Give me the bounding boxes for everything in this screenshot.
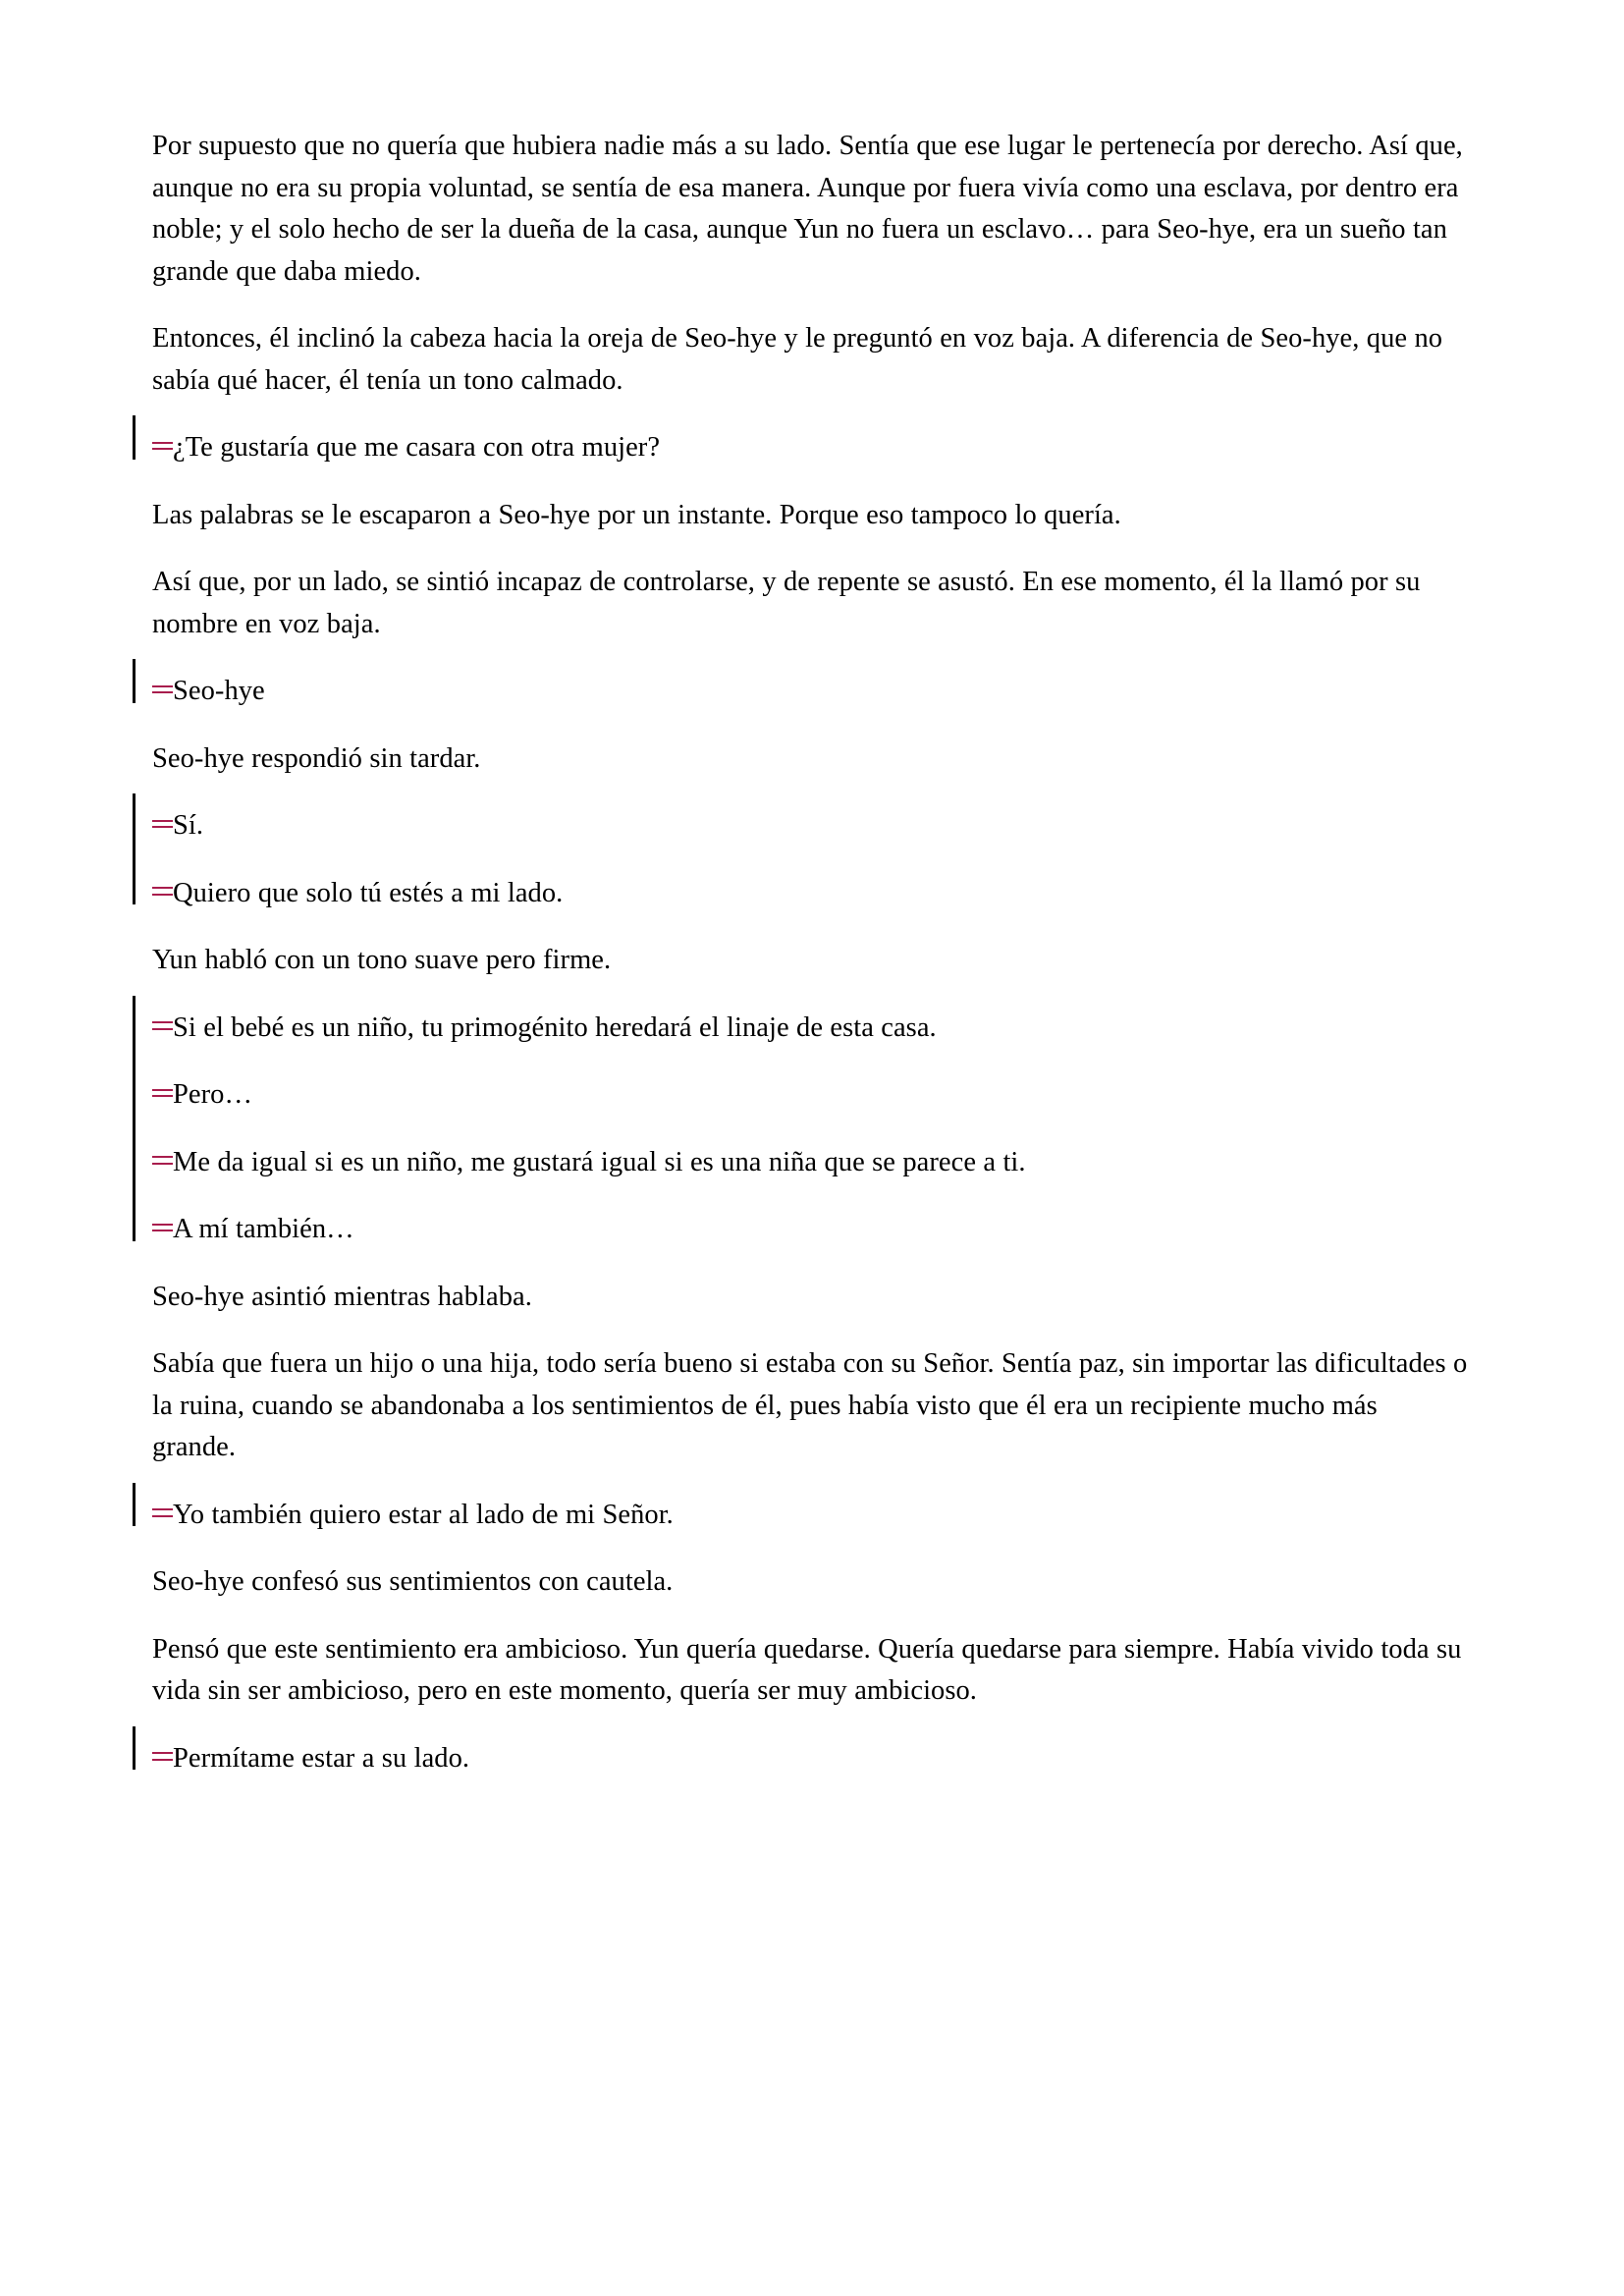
- paragraph-text: Si el bebé es un niño, tu primogénito heredará el linaje de esta casa.: [173, 1011, 937, 1043]
- dialogue-paragraph: [152, 1209, 1468, 1251]
- dialogue-dash-icon: [152, 1142, 173, 1171]
- narrative-paragraph: [152, 738, 1468, 781]
- paragraph-text: Pero…: [173, 1079, 252, 1110]
- dialogue-dash-icon: [152, 873, 173, 902]
- dialogue-paragraph: [152, 1008, 1468, 1050]
- paragraph-text: ¿Te gustaría que me casara con otra mujer?: [173, 432, 661, 463]
- change-bar: [133, 415, 135, 460]
- paragraph-text: Permítame estar a su lado.: [173, 1742, 470, 1774]
- narrative-paragraph: [152, 940, 1468, 982]
- paragraph-text: Me da igual si es un niño, me gustará igual si es una niña que se parece a ti.: [173, 1146, 1026, 1177]
- dialogue-dash-icon: [152, 1075, 173, 1104]
- paragraph-text: Seo-hye confesó sus sentimientos con cautela.: [152, 1566, 674, 1597]
- paragraph-text: Así que, por un lado, se sintió incapaz de controlarse, y de repente se asustó. En ese momento, él la llamó por su nombre en voz baja.: [152, 567, 1421, 639]
- dialogue-dash-icon: [152, 672, 173, 700]
- dialogue-paragraph: [152, 805, 1468, 847]
- paragraph-text: Seo-hye respondió sin tardar.: [152, 742, 481, 774]
- change-bar: [133, 793, 135, 904]
- dialogue-paragraph: [152, 1142, 1468, 1184]
- narrative-paragraph: [152, 126, 1468, 293]
- dialogue-paragraph: [152, 427, 1468, 469]
- dialogue-dash-icon: [152, 1495, 173, 1523]
- dialogue-paragraph: [152, 873, 1468, 915]
- dialogue-dash-icon: [152, 1738, 173, 1767]
- dialogue-dash-icon: [152, 1210, 173, 1238]
- narrative-paragraph: [152, 318, 1468, 402]
- change-bar: [133, 1726, 135, 1771]
- dialogue-paragraph: [152, 671, 1468, 713]
- change-bar-column: [133, 0, 136, 2296]
- paragraph-text: Por supuesto que no quería que hubiera nadie más a su lado. Sentía que ese lugar le pertenecía por derecho. Así que, aunque no era su propia voluntad, se sentía de esa manera. Aunque por fuera vivía como una esclava, por dentro era noble; y el solo hecho de ser la dueña de la casa, aunque Yun no fuera un esclavo… para Seo-hye, era un sueño tan grande que daba miedo.: [152, 131, 1463, 287]
- paragraph-text: A mí también…: [173, 1214, 354, 1244]
- paragraph-text: Sabía que fuera un hijo o una hija, todo sería bueno si estaba con su Señor. Sentía paz, sin importar las dificultades o la ruina, cuando se abandonaba a los sentimientos de él, pues había visto que él era un recipiente mucho más grande.: [152, 1348, 1468, 1462]
- dialogue-paragraph: [152, 1495, 1468, 1537]
- change-bar: [133, 1483, 135, 1527]
- paragraph-text: Entonces, él inclinó la cabeza hacia la oreja de Seo-hye y le preguntó en voz baja. A diferencia de Seo-hye, que no sabía qué hacer, él tenía un tono calmado.: [152, 323, 1443, 396]
- paragraph-text: Yo también quiero estar al lado de mi Señor.: [173, 1499, 674, 1530]
- dialogue-paragraph: [152, 1074, 1468, 1117]
- dialogue-dash-icon: [152, 1008, 173, 1036]
- change-bar: [133, 659, 135, 703]
- narrative-paragraph: [152, 562, 1468, 645]
- narrative-paragraph: [152, 1277, 1468, 1319]
- paragraph-text: Pensó que este sentimiento era ambicioso. Yun quería quedarse. Quería quedarse para siempre. Había vivido toda su vida sin ser ambicioso, pero en este momento, quería ser muy ambicioso.: [152, 1633, 1462, 1706]
- narrative-paragraph: [152, 1629, 1468, 1713]
- change-bar: [133, 996, 135, 1241]
- narrative-paragraph: [152, 1561, 1468, 1604]
- document-body: [152, 126, 1468, 1805]
- dialogue-dash-icon: [152, 428, 173, 457]
- dialogue-paragraph: [152, 1738, 1468, 1780]
- dialogue-dash-icon: [152, 806, 173, 835]
- paragraph-text: Seo-hye: [173, 676, 265, 706]
- narrative-paragraph: [152, 495, 1468, 537]
- paragraph-text: Quiero que solo tú estés a mi lado.: [173, 877, 564, 908]
- paragraph-text: Sí.: [173, 810, 204, 841]
- narrative-paragraph: [152, 1343, 1468, 1469]
- paragraph-text: Las palabras se le escaparon a Seo-hye por un instante. Porque eso tampoco lo quería.: [152, 499, 1121, 530]
- paragraph-text: Seo-hye asintió mientras hablaba.: [152, 1281, 532, 1312]
- paragraph-text: Yun habló con un tono suave pero firme.: [152, 945, 612, 975]
